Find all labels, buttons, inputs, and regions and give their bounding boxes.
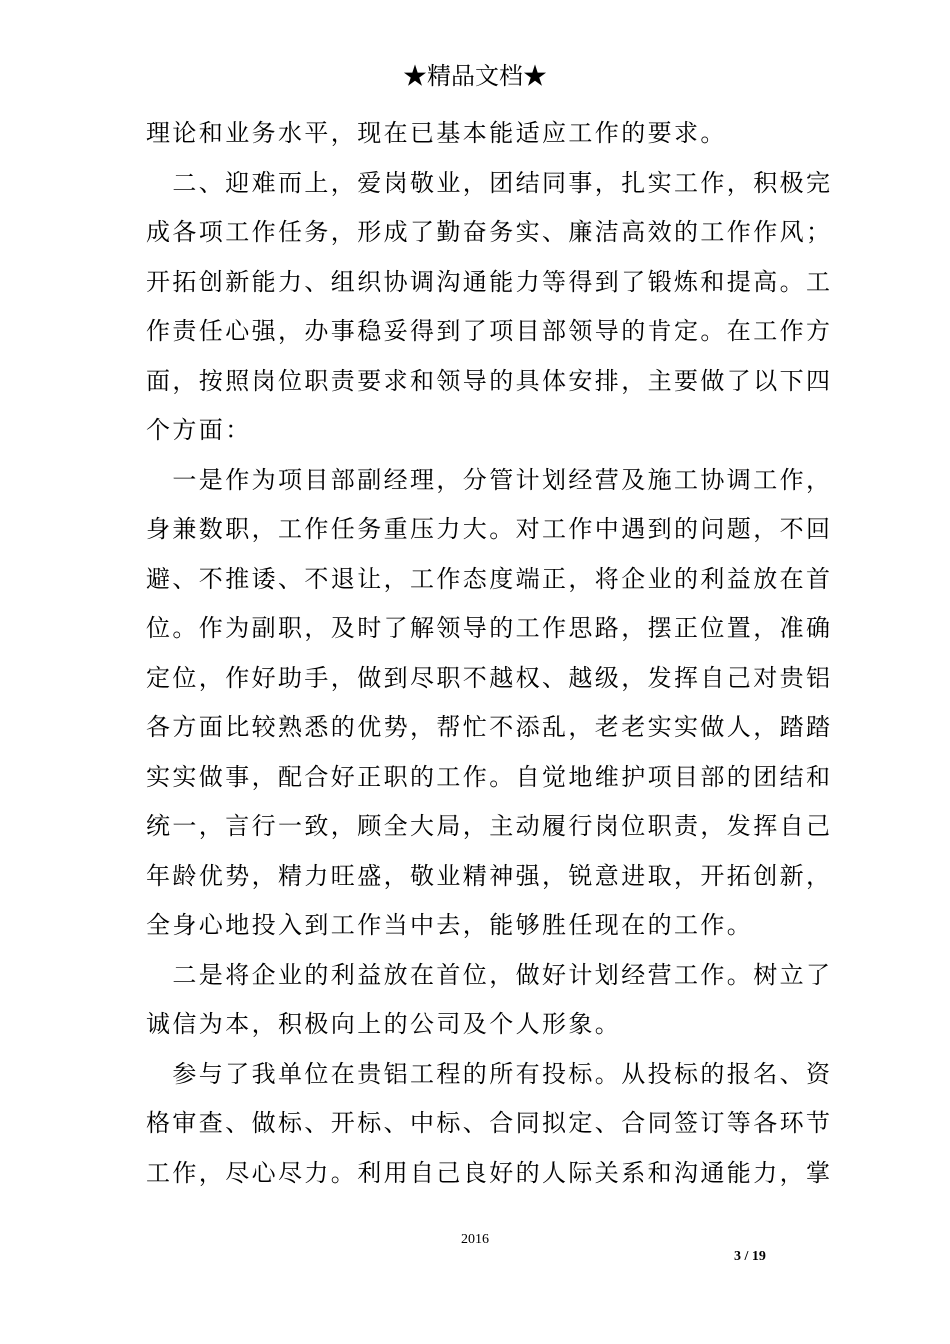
- text-line: 避、不推诿、不退让，工作态度端正，将企业的利益放在首: [146, 564, 833, 593]
- text-line: 位。作为副职，及时了解领导的工作思路，摆正位置，准确: [146, 614, 833, 642]
- text-line: 全身心地投入到工作当中去，能够胜任现在的工作。: [146, 911, 754, 939]
- text-line: 二是将企业的利益放在首位，做好计划经营工作。树立了: [146, 960, 833, 989]
- text-line: 定位，作好助手，做到尽职不越权、越级，发挥自己对贵铝: [146, 663, 833, 692]
- text-line: 年龄优势，精力旺盛，敬业精神强，锐意进取，开拓创新，: [146, 861, 833, 890]
- footer-year: 2016: [461, 1232, 489, 1247]
- text-line: 身兼数职，工作任务重压力大。对工作中遇到的问题，不回: [146, 515, 833, 543]
- text-line: 理论和业务水平，现在已基本能适应工作的要求。: [146, 119, 727, 147]
- text-line: 格审查、做标、开标、中标、合同拟定、合同签订等各环节: [146, 1109, 833, 1137]
- body-text: [146, 109, 833, 1198]
- text-line: 作责任心强，办事稳妥得到了项目部领导的肯定。在工作方: [146, 317, 833, 345]
- text-line: 诚信为本，积极向上的公司及个人形象。: [146, 1010, 622, 1038]
- page-header-title: ★精品文档★: [403, 62, 547, 90]
- text-line: 工作，尽心尽力。利用自己良好的人际关系和沟通能力，掌: [146, 1158, 833, 1187]
- text-line: 一是作为项目部副经理，分管计划经营及施工协调工作，: [146, 465, 833, 494]
- text-line: 统一，言行一致，顾全大局，主动履行岗位职责，发挥自己: [146, 812, 833, 840]
- text-line: 个方面：: [146, 416, 252, 444]
- text-line: 面，按照岗位职责要求和领导的具体安排，主要做了以下四: [146, 366, 833, 395]
- text-line: 实实做事，配合好正职的工作。自觉地维护项目部的团结和: [146, 762, 833, 791]
- page-number: 3 / 19: [734, 1249, 766, 1264]
- text-line: 成各项工作任务，形成了勤奋务实、廉洁高效的工作作风；: [146, 218, 833, 246]
- text-line: 各方面比较熟悉的优势，帮忙不添乱，老老实实做人，踏踏: [146, 713, 833, 741]
- text-line: 参与了我单位在贵铝工程的所有投标。从投标的报名、资: [146, 1059, 833, 1088]
- text-line: 开拓创新能力、组织协调沟通能力等得到了锻炼和提高。工: [146, 267, 833, 296]
- text-line: 二、迎难而上，爱岗敬业，团结同事，扎实工作，积极完: [146, 168, 833, 197]
